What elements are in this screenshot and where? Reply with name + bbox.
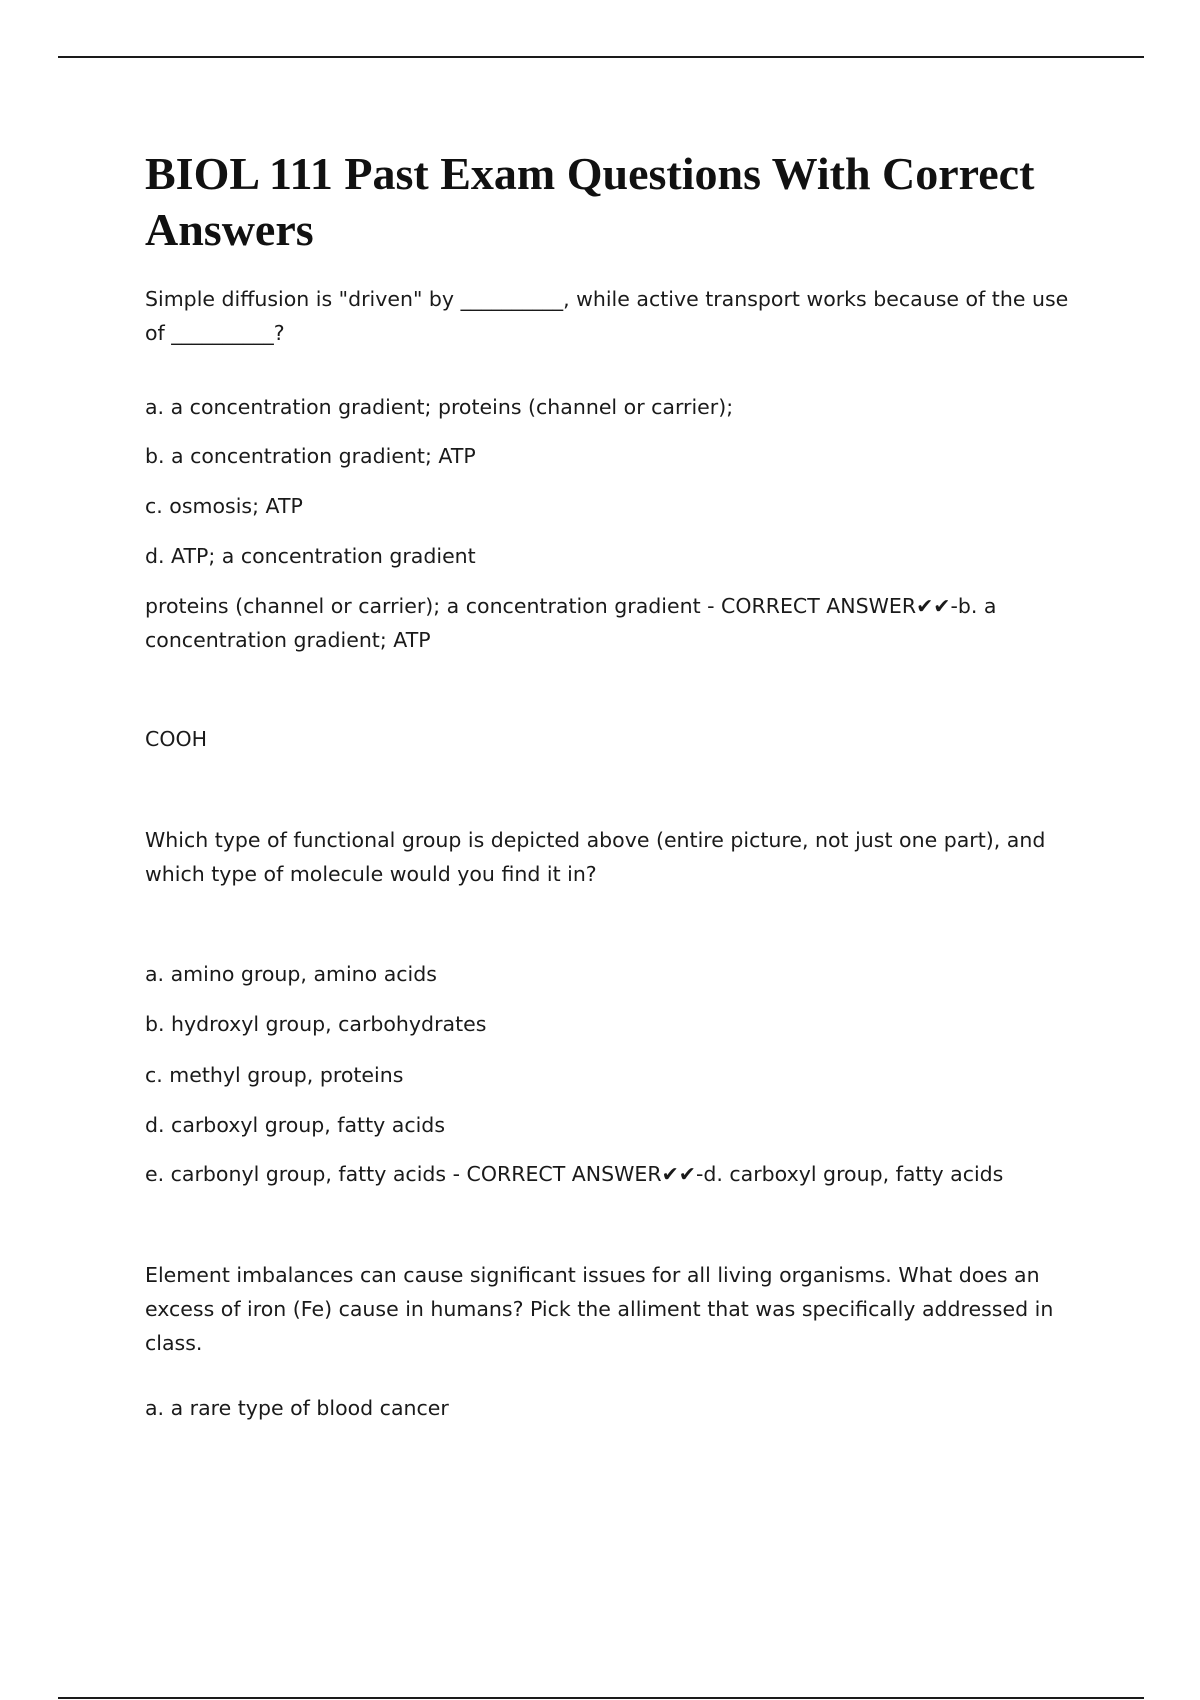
question-1-option-d: d. ATP; a concentration gradient (145, 544, 476, 568)
question-2-option-b: b. hydroxyl group, carbohydrates (145, 1012, 487, 1036)
document-title: BIOL 111 Past Exam Questions With Correct Answers (145, 148, 1035, 255)
question-1-prompt: Simple diffusion is "driven" by __________, while active transport works because of the use of __________? (145, 287, 1069, 345)
question-2-option-c: c. methyl group, proteins (145, 1063, 404, 1087)
question-1-answer: proteins (channel or carrier); a concentration gradient - CORRECT ANSWER✔✔-b. a concentration gradient; ATP (145, 594, 997, 652)
question-3-prompt: Element imbalances can cause significant issues for all living organisms. What does an excess of iron (Fe) cause in humans? Pick the alliment that was specifically addressed in class. (145, 1263, 1054, 1355)
question-2-prompt: Which type of functional group is depicted above (entire picture, not just one part), and which type of molecule would you find it in? (145, 828, 1046, 886)
question-1-option-a: a. a concentration gradient; proteins (channel or carrier); (145, 395, 734, 419)
question-2-option-a: a. amino group, amino acids (145, 962, 437, 986)
question-1-option-b: b. a concentration gradient; ATP (145, 444, 476, 468)
question-1-option-c: c. osmosis; ATP (145, 494, 303, 518)
header-rule (58, 56, 1144, 58)
footer-rule (58, 1697, 1144, 1699)
question-2-option-d: d. carboxyl group, fatty acids (145, 1113, 446, 1137)
question-2-answer: e. carbonyl group, fatty acids - CORRECT ANSWER✔✔-d. carboxyl group, fatty acids (145, 1162, 1004, 1186)
question-3-option-a: a. a rare type of blood cancer (145, 1396, 449, 1420)
question-2-figure-label: COOH (145, 727, 208, 751)
